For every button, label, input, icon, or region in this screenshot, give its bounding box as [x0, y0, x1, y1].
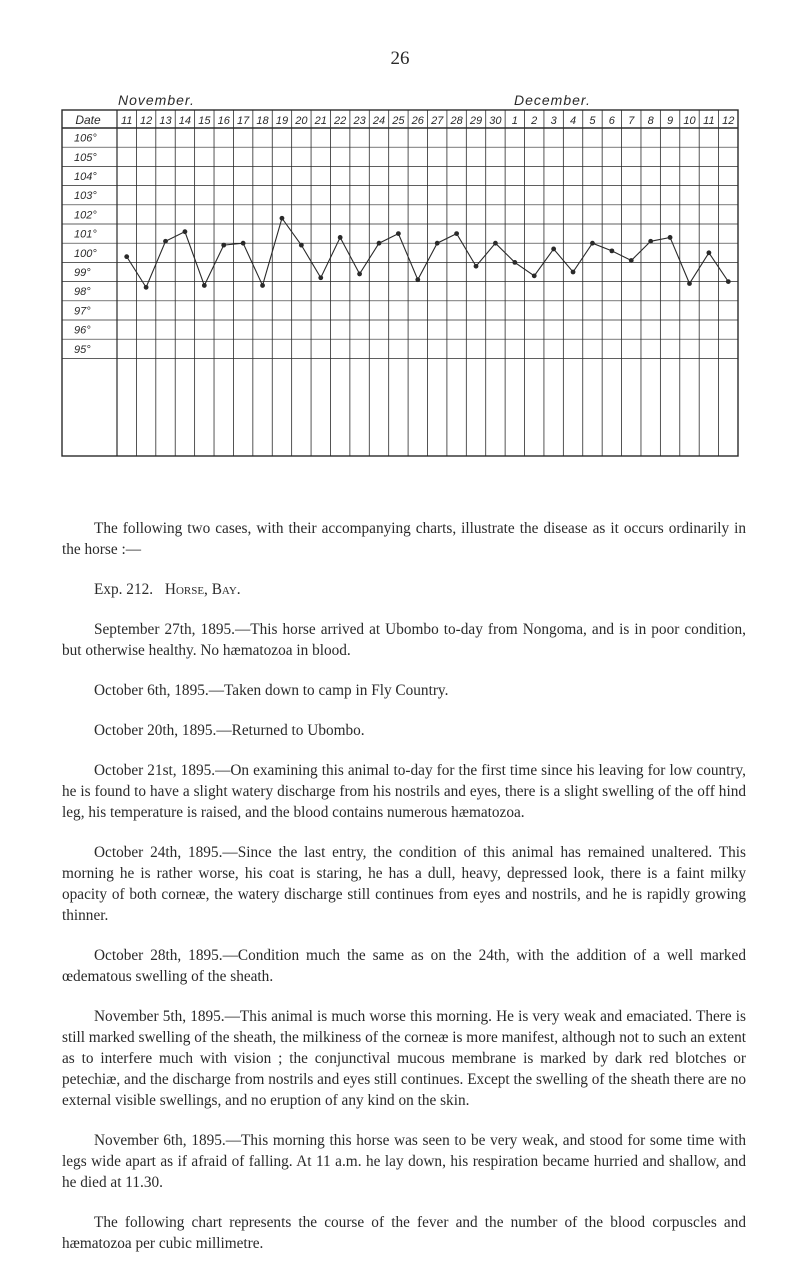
temperature-data-point: [435, 241, 440, 246]
temperature-data-point: [377, 241, 382, 246]
date-tick-label: 5: [589, 115, 596, 127]
date-tick-label: 4: [569, 115, 577, 127]
date-tick-label: 3: [550, 115, 557, 127]
entry-oct-21: October 21st, 1895.—On examining this animal to-day for the first time since his leaving for low country, he is found to have a slight watery discharge from his nostrils and eyes, there is a slight swelling of the off hind leg, his temperature is raised, and the blood contains numerous hæmatozoa.: [62, 762, 746, 821]
temperature-tick-label: 104°: [74, 171, 97, 183]
date-tick-label: 12: [722, 115, 735, 127]
experiment-number: Exp. 212.: [94, 581, 154, 598]
temperature-data-point: [706, 250, 711, 255]
date-tick-label: 8: [647, 115, 654, 127]
temperature-tick-label: 98°: [74, 286, 91, 299]
temperature-data-point: [590, 241, 595, 246]
date-tick-label: 13: [159, 115, 172, 127]
date-tick-label: 24: [372, 115, 386, 127]
temperature-tick-label: 95°: [74, 343, 91, 356]
temperature-data-point: [241, 241, 246, 246]
entry-oct-28: October 28th, 1895.—Condition much the same as on the 24th, with the addition of a well marked œdematous swelling of the sheath.: [62, 947, 746, 985]
entry-nov-5: November 5th, 1895.—This animal is much worse this morning. He is very weak and emaciated. There is still marked swelling of the sheath, the milkiness of the corneæ is more manifest, although not to such an extent as to interfere much with vision ; the conjunctival mucous membrane is marked by dark red blotches or petechiæ, and the discharge from nostrils and eyes still continues. Except the swelling of the sheath there are no external visible swellings, and no eruption of any kind on the skin.: [62, 1008, 746, 1109]
page-number: 26: [390, 48, 410, 69]
entry-oct-6: October 6th, 1895.—Taken down to camp in Fly Country.: [94, 682, 449, 699]
date-tick-label: 28: [450, 115, 463, 127]
date-tick-label: 23: [353, 115, 366, 127]
temperature-data-point: [299, 243, 304, 248]
body-text: [62, 518, 746, 1254]
temperature-tick-label: 99°: [74, 267, 91, 279]
date-tick-label: 14: [178, 115, 192, 127]
date-tick-label: 11: [703, 115, 715, 127]
temperature-data-point: [318, 275, 323, 280]
temperature-data-point: [183, 229, 188, 234]
temperature-data-point: [687, 281, 692, 286]
date-tick-label: 11: [120, 115, 133, 127]
temperature-data-point: [338, 235, 343, 240]
date-tick-label: 7: [628, 115, 635, 127]
temperature-data-point: [396, 231, 401, 236]
chart-frame: [62, 110, 738, 456]
temperature-data-point: [280, 216, 285, 221]
temperature-data-point: [609, 248, 614, 253]
temperature-data-point: [454, 231, 459, 236]
date-tick-label: 16: [217, 115, 230, 127]
temperature-tick-label: 101°: [74, 228, 97, 241]
temperature-data-point: [726, 279, 731, 284]
temperature-data-point: [144, 285, 149, 290]
temperature-data-point: [493, 241, 498, 246]
temperature-data-point: [532, 273, 537, 278]
date-tick-label: 17: [237, 115, 250, 127]
date-tick-label: 22: [334, 115, 347, 127]
temperature-data-point: [260, 283, 265, 288]
intro-paragraph: The following two cases, with their accompanying charts, illustrate the disease as it occurs ordinarily in the horse :—: [62, 520, 746, 558]
temperature-data-point: [551, 247, 556, 252]
date-header-label: Date: [75, 113, 101, 127]
experiment-subject: Horse, Bay.: [164, 581, 241, 598]
month-label-november: November.: [118, 92, 195, 108]
temperature-data-point: [163, 239, 168, 244]
temperature-data-point: [512, 260, 517, 265]
temperature-tick-label: 105°: [74, 151, 97, 164]
date-tick-label: 21: [314, 115, 327, 127]
entry-sep-27: September 27th, 1895.—This horse arrived at Ubombo to-day from Nongoma, and is in poor condition, but otherwise healthy. No hæmatozoa in blood.: [62, 621, 746, 659]
date-tick-label: 30: [489, 115, 502, 127]
temperature-data-point: [629, 258, 634, 263]
temperature-data-point: [668, 235, 673, 240]
date-tick-label: 6: [608, 115, 615, 127]
date-tick-label: 12: [139, 115, 153, 127]
month-label-december: December.: [514, 92, 591, 108]
date-tick-label: 19: [275, 115, 289, 127]
date-tick-label: 1: [511, 115, 518, 127]
temperature-tick-label: 96°: [74, 324, 91, 337]
date-tick-label: 25: [392, 115, 405, 127]
temperature-tick-label: 106°: [74, 132, 97, 145]
date-tick-label: 29: [469, 115, 483, 127]
temperature-data-point: [221, 243, 226, 248]
date-tick-label: 20: [295, 115, 308, 127]
temperature-tick-label: 100°: [74, 247, 97, 260]
temperature-data-point: [357, 272, 362, 277]
date-tick-label: 10: [683, 115, 696, 127]
date-tick-label: 18: [256, 115, 269, 127]
experiment-heading: [62, 579, 746, 600]
entry-oct-24: October 24th, 1895.—Since the last entry, the condition of this animal has remained unaltered. This morning he is rather worse, his coat is staring, he has a dull, heavy, depressed look, there is a faint milky opacity of both corneæ, the watery discharge still continues from eyes and nostrils, and he is rapidly growing thinner.: [62, 844, 746, 924]
temperature-tick-label: 103°: [74, 190, 97, 203]
temperature-tick-label: 97°: [74, 305, 91, 318]
date-tick-label: 2: [531, 115, 538, 127]
temperature-data-point: [124, 254, 129, 259]
temperature-data-point: [648, 239, 653, 244]
date-tick-label: 26: [411, 115, 424, 127]
entry-oct-20: October 20th, 1895.—Returned to Ubombo.: [94, 722, 365, 739]
temperature-data-point: [474, 264, 479, 269]
entry-nov-6: November 6th, 1895.—This morning this horse was seen to be very weak, and stood for some time with legs wide apart as if afraid of falling. At 11 a.m. he lay down, his respiration became hurried and shallow, and he died at 11.30.: [62, 1132, 746, 1191]
temperature-data-point: [571, 270, 576, 275]
temperature-data-point: [202, 283, 207, 288]
date-tick-label: 9: [667, 115, 674, 127]
chart-note-paragraph: The following chart represents the course of the fever and the number of the blood corpuscles and hæmatozoa per cubic millimetre.: [62, 1214, 746, 1252]
temperature-tick-label: 102°: [74, 209, 97, 222]
temperature-data-point: [415, 277, 420, 282]
temperature-chart: [0, 0, 800, 460]
date-tick-label: 27: [431, 115, 444, 127]
date-tick-label: 15: [198, 115, 211, 127]
